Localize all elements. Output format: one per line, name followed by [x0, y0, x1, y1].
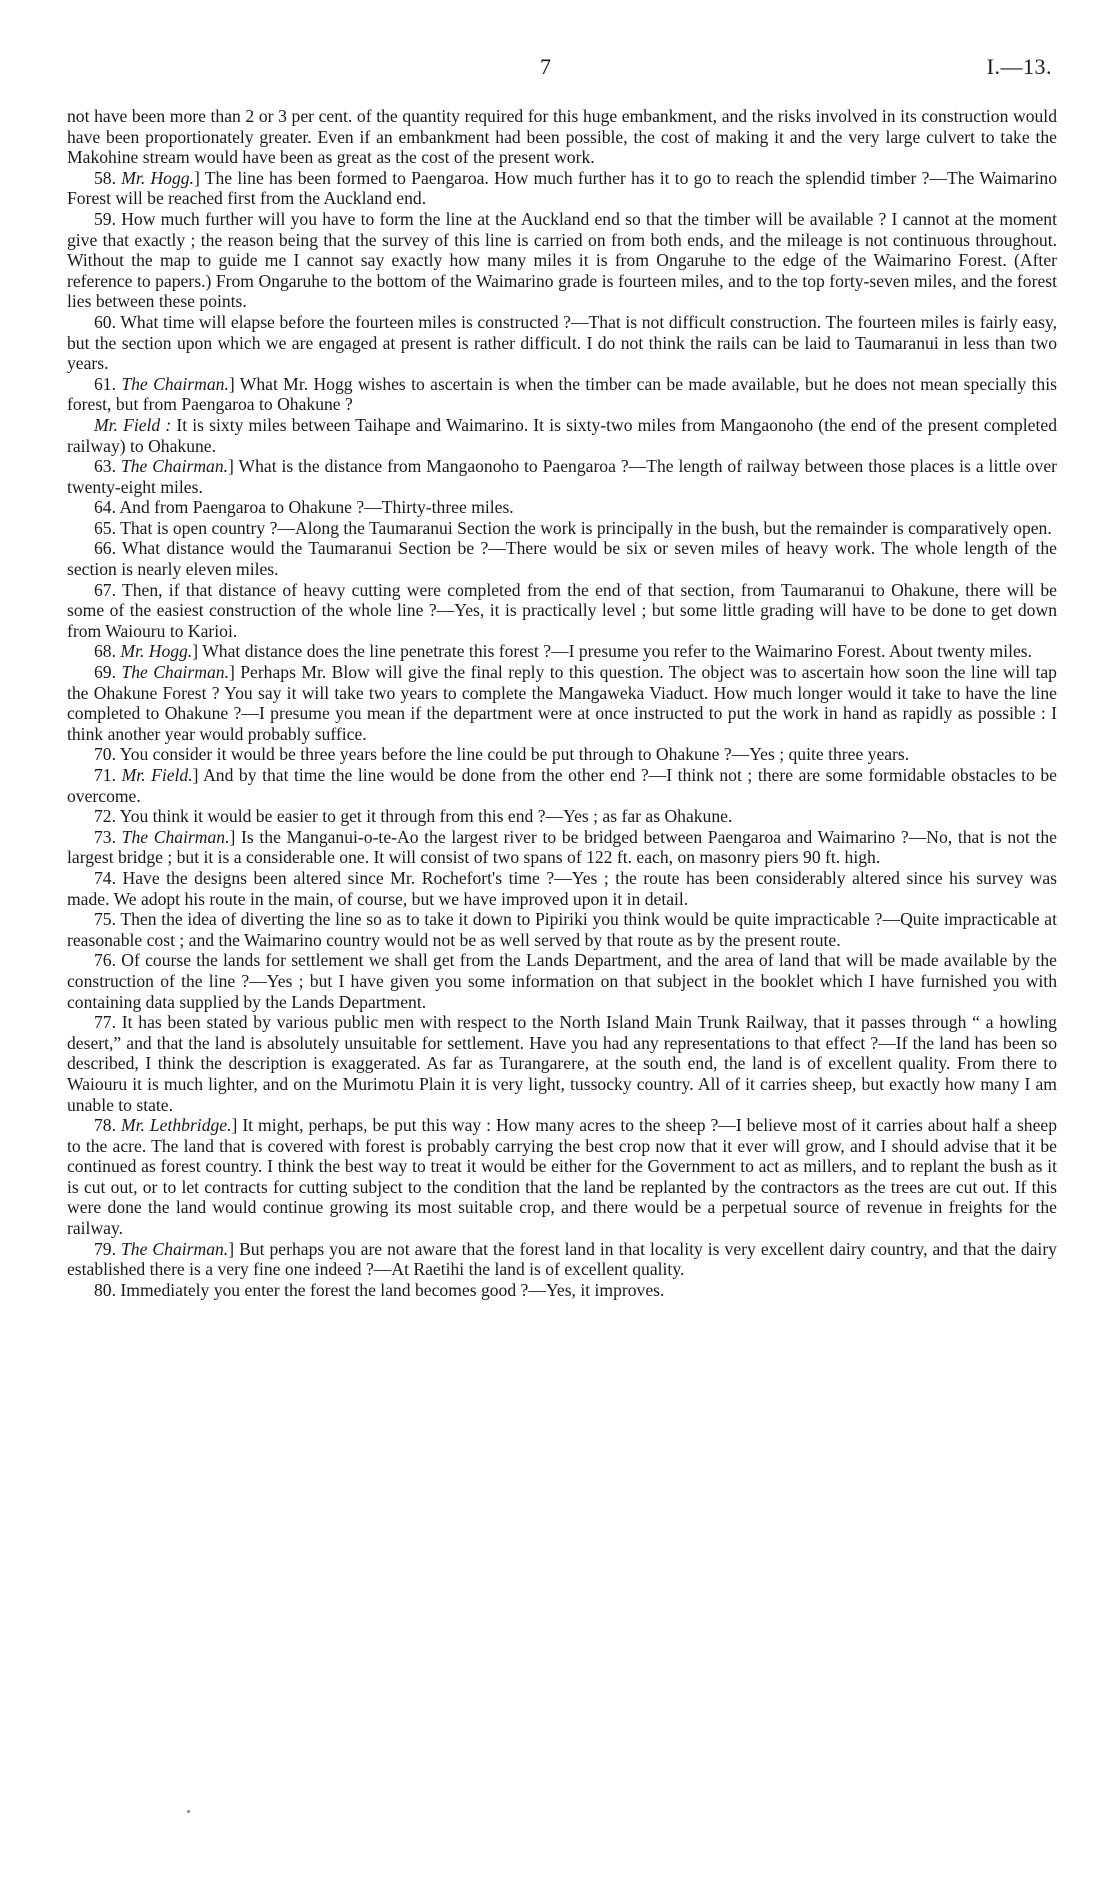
paragraph-text: Of course the lands for settlement we shall get from the Lands Department, and the area of land that will be made available by the construction of the line ?—Yes ; but I have given you some information on that subject in the booklet which I have furnished you with containing data supplied by the Lands Department. — [67, 950, 1057, 1012]
speaker-name: The Chairman. — [121, 373, 229, 394]
paragraph — [67, 518, 1057, 539]
paragraph: 78. Mr. Lethbridge.] It might, perhaps, be put this way : How many acres to the sheep ?—I believe most of it carries about half a sheep to the acre. The land that is covered with forest is probably carrying the best crop now that it ever will grow, and I should advise that it be continued as forest country. I think the best way to treat it would be either for the Government to act as millers, and to replant the bush as it is cut out, or to let contracts for cutting subject to the condition that the land be replanted by the contractors as the trees are cut out. If this were done the land would continue growing its most suitable crop, and there would be a perpetual source of revenue in freights for the railway. — [67, 1115, 1057, 1239]
document-reference: I.—13. — [986, 54, 1052, 79]
paragraph — [67, 580, 1057, 642]
paragraph-text: You think it would be easier to get it through from this end ?—Yes ; as far as Ohakune. — [119, 806, 733, 827]
scan-speck — [187, 1810, 190, 1813]
question-number: 63. — [94, 456, 116, 477]
question-number: 78. — [94, 1115, 116, 1136]
question-number: 58. — [94, 167, 116, 188]
paragraph: 63. The Chairman.] What is the distance from Mangaonoho to Paengaroa ?—The length of railway between those places is a little over twenty-eight miles. — [67, 456, 1057, 497]
paragraph-text: Immediately you enter the forest the land becomes good ?—Yes, it improves. — [120, 1279, 665, 1300]
paragraph — [67, 744, 1057, 765]
paragraph — [67, 1280, 1057, 1301]
paragraph-text: What distance would the Taumaranui Section be ?—There would be six or seven miles of heavy work. The whole length of the section is nearly eleven miles. — [67, 538, 1057, 580]
question-number: 60. — [94, 311, 116, 332]
paragraph: 61. The Chairman.] What Mr. Hogg wishes to ascertain is when the timber can be made available, but he does not mean specially this forest, but from Paengaroa to Ohakune ? — [67, 373, 1057, 415]
paragraph — [67, 312, 1057, 374]
paragraph-text: What time will elapse before the fourteen miles is constructed ?—That is not difficult construction. The fourteen miles is fairly easy, but the section upon which we are engaged at present is rather difficult. I do not think the rails can be laid to Taumaranui in less than two years. — [67, 311, 1057, 374]
paragraph: 69. The Chairman.] Perhaps Mr. Blow will give the final reply to this question. The object was to ascertain how soon the line will tap the Ohakune Forest ? You say it will take two years to complete the Mangaweka Viaduct. How much longer would it take to have the line completed to Ohakune ?—I presume you mean if the department were at once instructed to put the work in hand as rapidly as possible : I think another year would probably suffice. — [67, 662, 1057, 744]
paragraph-text: It is sixty miles between Taihape and Waimarino. It is sixty-two miles from Mangaonoho (the end of the present completed railway) to Ohakune. — [67, 414, 1057, 456]
paragraph-text: Then the idea of diverting the line so as to take it down to Pipiriki you think would be quite impracticable ?—Quite impracticable at reasonable cost ; and the Waimarino country would not be as well served by that route as by the present route. — [67, 909, 1057, 950]
paragraph: 68. Mr. Hogg.] What distance does the line penetrate this forest ?—I presume you refer to the Waimarino Forest. About twenty miles. — [94, 641, 1033, 662]
question-number: 66. — [94, 538, 116, 559]
question-number: 80. — [94, 1279, 116, 1300]
question-number: 79. — [94, 1238, 116, 1259]
paragraph — [67, 497, 1057, 518]
question-number: 64. — [94, 497, 116, 518]
speaker-name: The Chairman. — [121, 662, 229, 683]
question-number: 76. — [94, 950, 116, 971]
question-number: 74. — [94, 867, 116, 888]
paragraph-text: Then, if that distance of heavy cutting were completed from the end of that section, from Taumaranui to Ohakune, there will be some of the easiest construction of the whole line ?—Yes, it is practically level ; but some little grading will have to be done to get down from Waiouru to Karioi. — [67, 579, 1057, 641]
speaker-name: The Chairman. — [121, 1238, 229, 1259]
speaker-name: Mr. Hogg. — [120, 641, 193, 662]
speaker-name: Mr. Field : — [94, 414, 172, 435]
question-number: 67. — [94, 579, 116, 600]
question-number: 72. — [94, 806, 116, 827]
question-number: 65. — [94, 517, 116, 538]
question-number: 71. — [94, 765, 116, 785]
paragraph — [67, 209, 1057, 312]
question-number: 77. — [94, 1012, 116, 1033]
speaker-name: Mr. Field. — [121, 765, 193, 785]
paragraph — [67, 950, 1057, 1012]
paragraph-text: It might, perhaps, be put this way : How many acres to the sheep ?—I believe most of it carries about half a sheep to the acre. The land that is covered with forest is probably carrying the best crop now that it ever will grow, and I should advise that it be continued as forest country. I think the best way to treat it would be either for the Government to act as millers, and to replant the bush as it is cut out, or to let contracts for cutting subject to the condition that the land be replanted by the contractors as the trees are cut out. If this were done the land would continue growing its most suitable crop, and there would be a perpetual source of revenue in freights for the railway. — [67, 1115, 1057, 1239]
speaker-name: The Chairman. — [121, 826, 230, 847]
page-number: 7 — [540, 54, 551, 79]
paragraph — [67, 415, 1057, 456]
question-number: 69. — [94, 662, 116, 683]
speaker-name: The Chairman. — [120, 456, 229, 477]
paragraph — [67, 1012, 1057, 1115]
paragraph-text: It has been stated by various public men with respect to the North Island Main Trunk Railway, that it passes through “ a howling desert,” and that the land is absolutely unsuitable for settlement. Have you had any representations to that effect ?—If the land has been so described, I think the description is exaggerated. As far as Turangarere, at the south end, the land is of excellent quality. From there to Waiouru it is much lighter, and on the Murimotu Plain it is very light, tussocky country. All of it carries sheep, but exactly how many I am unable to state. — [67, 1012, 1057, 1115]
paragraph: 73. The Chairman.] Is the Manganui-o-te-Ao the largest river to be bridged between Paengaroa and Waimarino ?—No, that is not the largest bridge ; but it is a considerable one. It will consist of two spans of 122 ft. each, on masonry piers 90 ft. high. — [67, 826, 1057, 868]
speaker-name: Mr. Lethbridge. — [120, 1115, 232, 1136]
paragraph-text: What is the distance from Mangaonoho to Paengaroa ?—The length of railway between those places is a little over twenty-eight miles. — [67, 456, 1057, 497]
paragraph-text: And from Paengaroa to Ohakune ?—Thirty-three miles. — [119, 497, 514, 518]
question-number: 68. — [94, 641, 116, 662]
page-header — [0, 54, 1114, 84]
paragraph — [67, 909, 1057, 950]
paragraph-text: Is the Manganui-o-te-Ao the largest river to be bridged between Paengaroa and Waimarino ?—No, that is not the largest bridge ; but it is a considerable one. It will consist of two spans of 122 ft. each, on masonry piers 90 ft. high. — [67, 826, 1057, 868]
speaker-name: Mr. Hogg. — [121, 167, 194, 188]
paragraph: 58. Mr. Hogg.] The line has been formed to Paengaroa. How much further has it to go to reach the splendid timber ?—The Waimarino Forest will be reached first from the Auckland end. — [67, 167, 1058, 209]
paragraph-text: What Mr. Hogg wishes to ascertain is when the timber can be made available, but he does not mean specially this forest, but from Paengaroa to Ohakune ? — [67, 373, 1057, 415]
paragraph-text: How much further will you have to form the line at the Auckland end so that the timber will be available ? I cannot at the moment give that exactly ; the reason being that the survey of this line is carried on from both ends, and the mileage is not continuous throughout. Without the map to guide me I cannot say exactly how many miles it is from Ongaruhe to the edge of the Waimarino Forest. (After reference to papers.) From Ongaruhe to the bottom of the Waimarino grade is fourteen miles, and to the top forty-seven miles, and the forest lies between these points. — [67, 208, 1057, 312]
question-number: 73. — [94, 826, 116, 847]
body-text — [67, 106, 1057, 1300]
question-number: 59. — [94, 208, 116, 229]
paragraph — [67, 806, 1057, 827]
paragraph-text: And by that time the line would be done from the other end ?—I think not ; there are some formidable obstacles to be overcome. — [67, 765, 1057, 806]
paragraph-text: Perhaps Mr. Blow will give the final reply to this question. The object was to ascertain how soon the line will tap the Ohakune Forest ? You say it will take two years to complete the Mangaweka Viaduct. How much longer would it take to have the line completed to Ohakune ?—I presume you mean if the department were at once instructed to put the work in hand as rapidly as possible : I think another year would probably suffice. — [67, 662, 1057, 744]
paragraph-text: That is open country ?—Along the Taumaranui Section the work is principally in the bush, but the remainder is comparatively open. — [120, 517, 1052, 538]
paragraph-text: What distance does the line penetrate this forest ?—I presume you refer to the Waimarino Forest. About twenty miles. — [202, 641, 1033, 662]
paragraph — [67, 106, 1057, 168]
paragraph-text: Have the designs been altered since Mr. Rochefort's time ?—Yes ; the route has been considerably altered since his survey was made. We adopt his route in the main, of course, but we have improved upon it in detail. — [67, 867, 1057, 909]
paragraph: 71. Mr. Field.] And by that time the line would be done from the other end ?—I think not ; there are some formidable obstacles to be overcome. — [67, 765, 1057, 806]
paragraph-text: not have been more than 2 or 3 per cent. of the quantity required for this huge embankment, and the risks involved in its construction would have been proportionately greater. Even if an embankment had been possible, the cost of making it and the very large culvert to take the Makohine stream would have been as great as the cost of the present work. — [67, 106, 1057, 168]
paragraph — [67, 868, 1057, 909]
question-number: 75. — [94, 909, 116, 930]
paragraph: 79. The Chairman.] But perhaps you are not aware that the forest land in that locality is very excellent dairy country, and that the dairy established there is a very fine one indeed ?—At Raetihi the land is of excellent quality. — [67, 1238, 1057, 1280]
paragraph-text: But perhaps you are not aware that the forest land in that locality is very excellent dairy country, and that the dairy established there is a very fine one indeed ?—At Raetihi the land is of excellent quality. — [67, 1238, 1057, 1280]
paragraph-text: You consider it would be three years before the line could be put through to Ohakune ?—Yes ; quite three years. — [119, 744, 910, 765]
question-number: 70. — [94, 744, 116, 765]
question-number: 61. — [94, 373, 116, 394]
paragraph — [67, 538, 1057, 579]
paragraph-text: The line has been formed to Paengaroa. How much further has it to go to reach the splendid timber ?—The Waimarino Forest will be reached first from the Auckland end. — [67, 167, 1058, 209]
